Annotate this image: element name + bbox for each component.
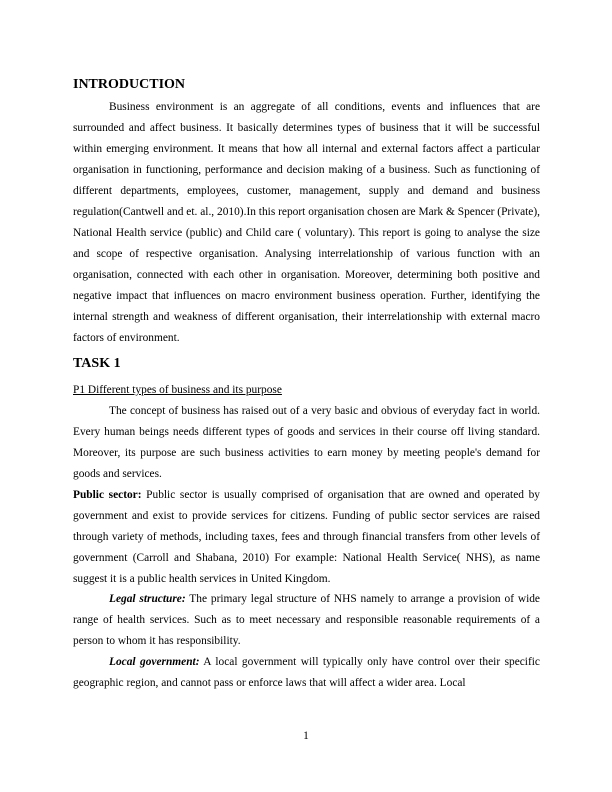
legal-structure-paragraph xyxy=(73,589,540,652)
legal-structure-label: Legal structure: xyxy=(109,593,186,605)
local-government-paragraph xyxy=(73,652,540,694)
business-paragraph: The concept of business has raised out of a very basic and obvious of everyday fact in world. Every human beings needs different types of goods and services in their course off living standard. Moreover, its purpose are such business activities to earn money by meeting people's demand for goods and services. xyxy=(73,405,540,480)
legal-structure-text: The primary legal structure of NHS namely to arrange a provision of wide range of health services. Such as to meet necessary and responsible reasonable requirements of a person to whom it has responsibility. xyxy=(73,593,540,647)
task1-heading: TASK 1 xyxy=(73,356,121,371)
public-sector-text: Public sector is usually comprised of organisation that are owned and operated by government and exist to provide services for citizens. Funding of public sector services are raised through variety of methods, including taxes, fees and through financial transfers from other levels of government (Carroll and Shabana, 2010) For example: National Health Service( NHS), as name suggest it is a public health services in United Kingdom. xyxy=(73,489,540,585)
public-sector-paragraph xyxy=(73,485,540,590)
intro-heading: INTRODUCTION xyxy=(73,77,186,92)
intro-paragraph: Business environment is an aggregate of all conditions, events and influences that are surrounded and affect business. It basically determines types of business that it will be successful within emerging environment. It means that how all internal and external factors affect a particular organisation in functioning, performance and decision making of a business. Such as functioning of different departments, employees, customer, management, supply and demand and business regulation(Cantwell and et. al., 2010).In this report organisation chosen are Mark & Spencer (Private), National Health service (public) and Child care ( voluntary). This report is going to analyse the size and scope of respective organisation. Analysing interrelationship of various function with an organisation, connected with each other in organisation. Moreover, determining both positive and negative impact that influences on macro environment business operation. Further, identifying the internal strength and weakness of different organisation, their interrelationship with external macro factors of environment. xyxy=(73,101,540,344)
public-sector-label: Public sector: xyxy=(73,489,142,501)
local-government-text: A local government will typically only have control over their specific geographic region, and cannot pass or enforce laws that will affect a wider area. Local xyxy=(73,656,540,689)
page-number: 1 xyxy=(303,730,309,742)
local-government-label: Local government: xyxy=(109,656,200,668)
task1-subheading: P1 Different types of business and its purpose xyxy=(73,384,282,396)
